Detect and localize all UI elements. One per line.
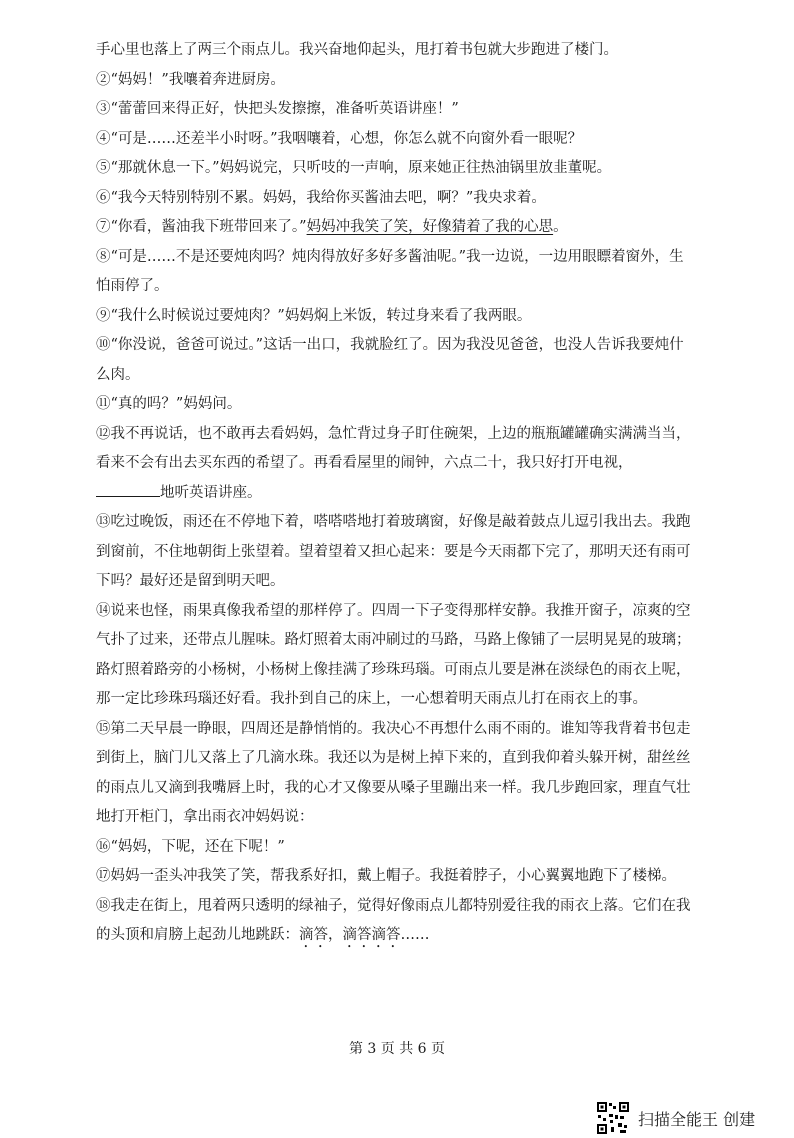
document-body <box>96 36 696 951</box>
page-number: 第 3 页 共 6 页 <box>348 1041 446 1057</box>
story-paragraph: ②“妈妈！”我嚷着奔进厨房。 <box>96 71 285 88</box>
para7-before: ⑦“你看，酱油我下班带回来了。” <box>96 219 307 235</box>
paragraph-group-2 <box>96 243 696 420</box>
scanner-watermark <box>596 1098 755 1138</box>
story-paragraph: ⑭说来也怪，雨果真像我希望的那样停了。四周一下子变得那样安静。我推开窗子，凉爽的空气扑了过来，还带点儿腥味。路灯照着太雨冲刷过的马路，马路上像铺了一层明晃晃的玻璃；路灯照着路旁的小杨树，小杨树上像挂满了珍珠玛瑙。可雨点儿要是淋在淡绿色的雨衣上呢，那一定比珍珠玛瑙还好看。我扑到自己的床上，一心想着明天雨点儿打在雨衣上的事。 <box>96 602 691 707</box>
para18-main: ⑱我走在街上，甩着两只透明的绿袖子，觉得好像雨点儿都特别爱往我的雨衣上落。它们在我的头顶和肩膀上起劲儿地跳跃： <box>96 897 691 943</box>
story-paragraph: ⑰妈妈一歪头冲我笑了笑，帮我系好扣，戴上帽子。我挺着脖子，小心翼翼地跑下了楼梯。 <box>96 868 676 884</box>
story-paragraph: ⑬吃过晚饭，雨还在不停地下着，嗒嗒嗒地打着玻璃窗，好像是敲着鼓点儿逗引我出去。我跑到窗前，不住地朝街上张望着。望着望着又担心起来：要是今天雨都下完了，那明天还有雨可下吗？最好还是留到明天吧。 <box>96 514 691 589</box>
para7-underlined: 妈妈冲我笑了笑，好像猜着了我的心思 <box>306 219 554 235</box>
paragraph-group-1 <box>96 36 696 213</box>
paragraph-7 <box>96 213 696 243</box>
para18-end: …… <box>400 927 430 943</box>
paragraph-group-3 <box>96 508 696 892</box>
para12-tail: 地听英语讲座。 <box>160 484 262 501</box>
scanner-label: 扫描全能王 创建 <box>638 1109 756 1129</box>
story-paragraph: ⑩“你没说，爸爸可说过。”这话一出口，我就脸红了。因为我没见爸爸，也没人告诉我要炖什么肉。 <box>96 337 684 383</box>
story-paragraph: ⑧“可是……不是还要炖肉吗？炖肉得放好多好多酱油呢。”我一边说，一边用眼瞟着窗外，生怕雨停了。 <box>96 248 684 294</box>
para18-dotted: 滴答，滴答滴答 <box>299 927 401 943</box>
story-paragraph: ⑥“我今天特别特别不累。妈妈，我给你买酱油去吧，啊？”我央求着。 <box>96 189 546 206</box>
story-paragraph: ④“可是……还差半小时呀。”我咽嚷着，心想，你怎么就不向窗外看一眼呢？ <box>96 130 583 147</box>
para7-after: 。 <box>553 219 568 235</box>
story-paragraph: ⑤“那就休息一下。”妈妈说完，只听吱的一声响，原来她正往热油锅里放韭董呢。 <box>96 160 612 176</box>
paragraph-12 <box>96 420 696 509</box>
paragraph-18 <box>96 892 696 952</box>
para12-main: ⑫我不再说话，也不敢再去看妈妈，急忙背过身子盯住碗架，上边的瓶瓶罐罐确实满满当当，看来不会有出去买东西的希望了。再看看屋里的闹钟，六点二十，我只好打开电视， <box>96 425 691 471</box>
story-paragraph: ③“蕾蕾回来得正好，快把头发擦擦，准备听英语讲座！” <box>96 101 459 117</box>
story-paragraph: 手心里也落上了两三个雨点儿。我兴奋地仰起头，甩打着书包就大步跑进了楼门。 <box>96 42 618 58</box>
fill-in-blank[interactable] <box>96 482 160 497</box>
qr-code-icon <box>596 1101 630 1135</box>
story-paragraph: ⑯“妈妈，下呢，还在下呢！” <box>96 838 285 855</box>
story-paragraph: ⑪“真的吗？”妈妈问。 <box>96 396 242 412</box>
story-paragraph: ⑨“我什么时候说过要炖肉？”妈妈焖上米饭，转过身来看了我两眼。 <box>96 307 532 324</box>
story-paragraph: ⑮第二天早晨一睁眼，四周还是静悄悄的。我决心不再想什么雨不雨的。谁知等我背着书包走到街上，脑门儿又落上了几滴水珠。我还以为是树上掉下来的，直到我仰着头躲开树，甜丝丝的雨点儿又滴到我嘴唇上时，我的心才又像要从嗓子里蹦出来一样。我几步跑回家，理直气壮地打开柜门，拿出雨衣冲妈妈说： <box>96 720 691 825</box>
